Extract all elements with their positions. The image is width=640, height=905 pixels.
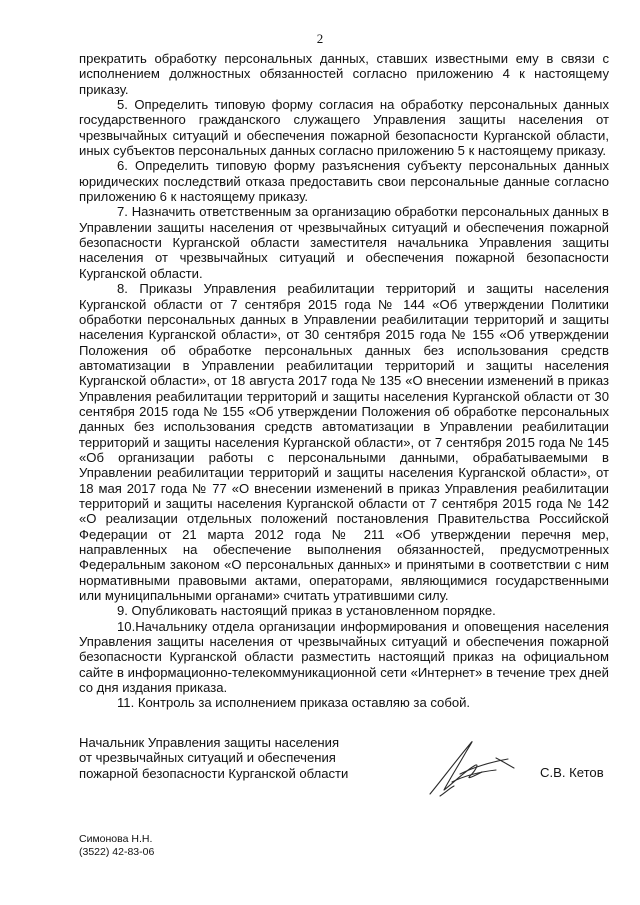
paragraph-item-10: 10.Начальнику отдела организации информирования и оповещения населения Управления защиты населения от чрезвычайных ситуаций и обеспечения пожарной безопасности Курганской области разместить настоящий приказ на официальном сайте в информационно-телекоммуникационной сети «Интернет» в течение трех дней со дня издания приказа. — [79, 618, 609, 696]
handwritten-signature — [400, 732, 520, 802]
executor-name: Симонова Н.Н. — [79, 833, 153, 845]
signatory-title-line: пожарной безопасности Курганской области — [79, 765, 349, 781]
paragraph-item-11: 11. Контроль за исполнением приказа оставляю за собой. — [117, 695, 471, 711]
paragraph-item-6: 6. Определить типовую форму разъяснения субъекту персональных данных юридических последствий отказа предоставить свои персональные данные согласно приложению 6 к настоящему приказу. — [79, 158, 609, 205]
page-number: 2 — [316, 31, 324, 46]
paragraph-item-9: 9. Опубликовать настоящий приказ в установленном порядке. — [117, 603, 496, 619]
signatory-title-line: от чрезвычайных ситуаций и обеспечения — [79, 750, 336, 766]
document-body — [79, 51, 609, 711]
paragraph-continuation: прекратить обработку персональных данных, ставших известными ему в связи с исполнением должностных обязанностей согласно приложению 4 к настоящему приказу. — [79, 51, 609, 97]
paragraph-item-8: 8. Приказы Управления реабилитации территорий и защиты населения Курганской области от 7 сентября 2015 года № 144 «Об утверждении Политики обработки персональных данных в Управлении реабилитации территорий и защиты населения Курганской области», от 30 сентября 2015 года № 155 «Об утверждении Положения об обработке персональных данных без использования средств автоматизации в Управлении реабилитации территорий и защиты населения Курганской области», от 18 августа 2017 года № 135 «О внесении изменений в приказ Управления реабилитации территорий и защиты населения Курганской области от 30 сентября 2015 года № 155 «Об утверждении Положения об обработке персональных данных без использования средств автоматизации в Управлении реабилитации территорий и защиты населения Курганской области», от 7 сентября 2015 года № 145 «Об организации работы с персональными данными, обрабатываемыми в Управлении реабилитации территорий и защиты населения Курганской области», от 18 мая 2017 года № 77 «О внесении изменений в приказ Управления реабилитации территорий и защиты населения Курганской области от 7 сентября 2015 года № 142 «О реализации отдельных положений постановления Правительства Российской Федерации от 21 марта 2012 года № 211 «Об утверждении перечня мер, направленных на обеспечение выполнения обязанностей, предусмотренных Федеральным законом «О персональных данных» и принятыми в соответствии с ним нормативными правовыми актами, операторами, являющимися государственными или муниципальными органами» считать утратившими силу. — [79, 281, 609, 604]
paragraph-item-7: 7. Назначить ответственным за организацию обработки персональных данных в Управлении защиты населения от чрезвычайных ситуаций и обеспечения пожарной безопасности Курганской области заместителя начальника Управления защиты населения от чрезвычайных ситуаций и обеспечения пожарной безопасности Курганской области. — [79, 204, 609, 281]
executor-info — [79, 833, 154, 859]
signatory-title — [79, 735, 379, 781]
signatory-title-line: Начальник Управления защиты населения — [79, 735, 340, 750]
executor-phone: (3522) 42-83-06 — [79, 846, 155, 858]
paragraph-item-5: 5. Определить типовую форму согласия на обработку персональных данных государственного гражданского служащего Управления защиты населения от чрезвычайных ситуаций и обеспечения пожарной безопасности Курганской области, иных субъектов персональных данных согласно приложению 5 к настоящему приказу. — [79, 97, 609, 159]
signatory-name: С.В. Кетов — [540, 765, 604, 780]
